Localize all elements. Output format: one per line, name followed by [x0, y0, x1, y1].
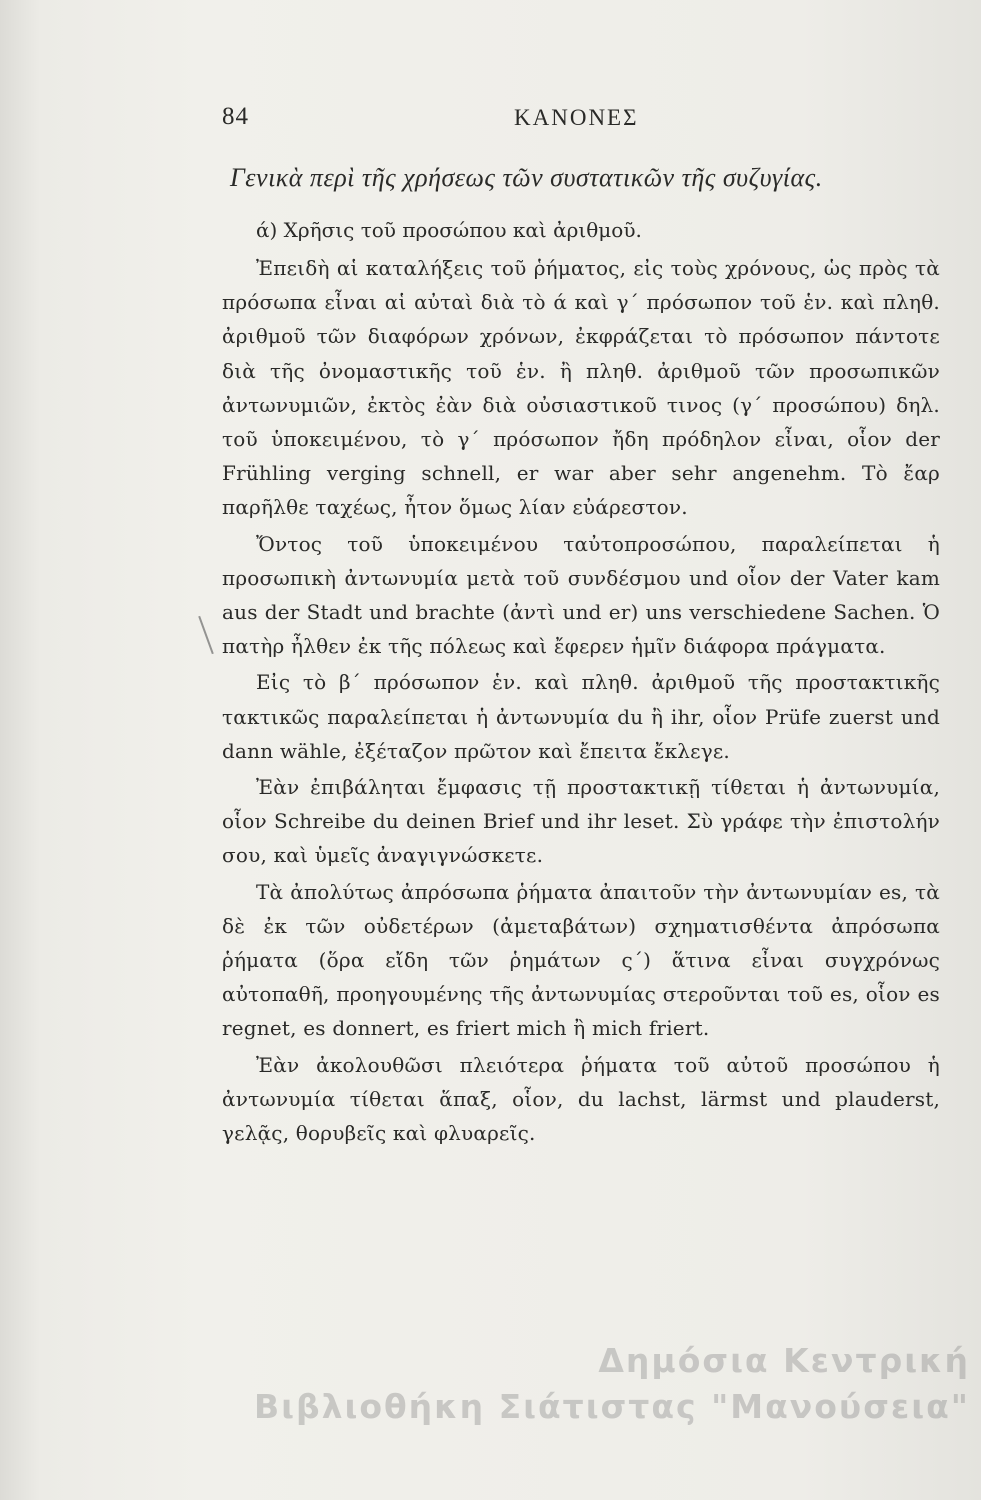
paragraph-1: Ἐπειδὴ αἱ καταλήξεις τοῦ ῥήματος, εἰς τοὺς χρόνους, ὡς πρὸς τὰ πρόσωπα εἶναι αἱ αὐταὶ διὰ τὸ ά καὶ γ΄ πρόσωπον τοῦ ἑν. καὶ πληθ. ἀριθμοῦ τῶν διαφόρων χρόνων, ἐκφράζεται τὸ πρόσωπον πάντοτε διὰ τῆς ὀνομαστικῆς τοῦ ἑν. ἢ πληθ. ἀριθμοῦ τῶν προσωπικῶν ἀντωνυμιῶν, ἐκτὸς ἐὰν διὰ οὐσιαστικοῦ τινος (γ΄ προσώπου) δηλ. τοῦ ὑποκειμένου, τὸ γ΄ πρόσωπον ἤδη πρόδηλον εἶναι, οἷον der Frühling verging schnell, er war aber sehr angenehm. Τὸ ἔαρ παρῆλθε ταχέως, ἦτον ὅμως λίαν εὐάρεστον.	[222, 256, 940, 520]
section-heading: Γενικὰ περὶ τῆς χρήσεως τῶν συστατικῶν τῆς συζυγίας.	[230, 163, 823, 192]
page-body	[222, 163, 940, 1150]
library-watermark	[230, 1338, 970, 1430]
watermark-line-1: Δημόσια Κεντρική	[598, 1341, 970, 1380]
paragraph-4: Ἐὰν ἐπιβάληται ἔμφασις τῇ προστακτικῇ τίθεται ἡ ἀντωνυμία, οἷον Schreibe du deinen Brief und ihr leset. Σὺ γράφε τὴν ἐπιστολήν σου, καὶ ὑμεῖς ἀναγιγνώσκετε.	[222, 775, 940, 868]
watermark-line-2: Βιβλιοθήκη Σιάτιστας "Μανούσεια"	[253, 1387, 970, 1426]
paragraph-3: Εἰς τὸ β΄ πρόσωπον ἑν. καὶ πληθ. ἀριθμοῦ τῆς προστακτικῆς τακτικῶς παραλείπεται ἡ ἀντωνυμία du ἢ ihr, οἷον Prüfe zuerst und dann wähle, ἐξέταζον πρῶτον καὶ ἔπειτα ἔκλεγε.	[222, 670, 940, 763]
margin-pencil-mark	[198, 616, 214, 654]
paragraph-6: Ἐὰν ἀκολουθῶσι πλειότερα ῥήματα τοῦ αὐτοῦ προσώπου ἡ ἀντωνυμία τίθεται ἅπαξ, οἷον, du lachst, lärmst und plauderst, γελᾷς, θορυβεῖς καὶ φλυαρεῖς.	[222, 1052, 940, 1146]
subsection-heading: ά) Χρῆσις τοῦ προσώπου καὶ ἀριθμοῦ.	[256, 218, 642, 242]
paragraph-5: Τὰ ἀπολύτως ἀπρόσωπα ῥήματα ἀπαιτοῦν τὴν ἀντωνυμίαν es, τὰ δὲ ἐκ τῶν οὐδετέρων (ἀμεταβάτων) σχηματισθέντα ἀπρόσωπα ῥήματα (ὅρα εἴδη τῶν ῥημάτων ς΄) ἅτινα εἶναι συγχρόνως αὐτοπαθῆ, προηγουμένης τῆς ἀντωνυμίας στεροῦνται τοῦ es, οἷον es regnet, es donnert, es friert mich ἢ mich friert.	[222, 879, 940, 1041]
paragraph-2: Ὄντος τοῦ ὑποκειμένου ταὐτοπροσώπου, παραλείπεται ἡ προσωπικὴ ἀντωνυμία μετὰ τοῦ συνδέσμου und οἷον der Vater kam aus der Stadt und brachte (ἀντὶ und er) uns verschiedene Sachen. Ὁ πατὴρ ἦλθεν ἐκ τῆς πόλεως καὶ ἔφερεν ἡμῖν διάφορα πράγματα.	[222, 531, 940, 659]
running-title: ΚΑΝΟΝΕΣ	[514, 105, 639, 130]
page-header	[222, 103, 942, 143]
page-number: 84	[222, 103, 249, 130]
